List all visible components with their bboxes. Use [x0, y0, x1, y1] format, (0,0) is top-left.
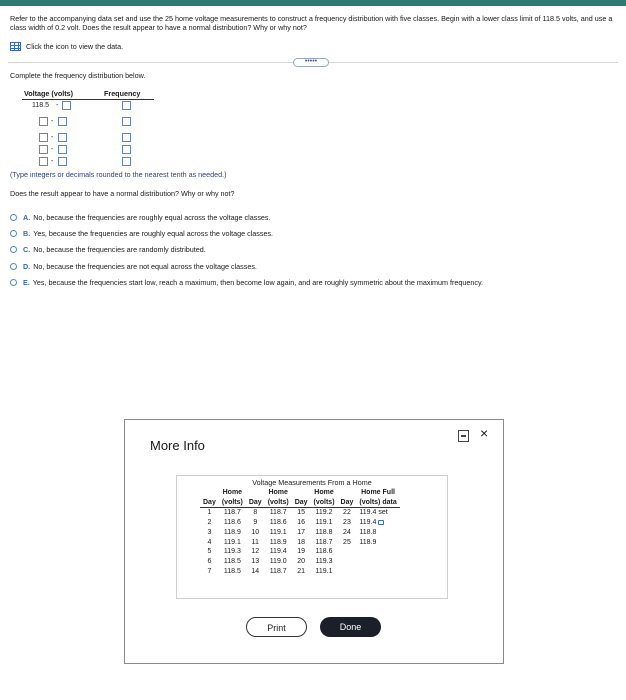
- cell: [338, 547, 357, 557]
- data-table-title: Voltage Measurements From a Home: [252, 478, 372, 487]
- header-cell: (volts): [219, 498, 246, 508]
- header-cell: Home Full: [361, 489, 395, 496]
- data-table-icon[interactable]: [10, 42, 21, 51]
- cell: 5: [207, 548, 212, 556]
- header-cell: Day: [246, 498, 265, 508]
- header-cell: Day: [292, 498, 311, 508]
- header-cell: (volts): [311, 498, 338, 508]
- option-d[interactable]: [10, 262, 257, 271]
- header-cell: Home: [222, 489, 243, 496]
- view-data-link[interactable]: [10, 42, 123, 51]
- option-b-letter: B.: [23, 229, 31, 238]
- cell: 1: [207, 509, 212, 517]
- radio-d[interactable]: [10, 263, 17, 270]
- cell: 119.1: [315, 567, 333, 575]
- cell: 6: [207, 557, 212, 565]
- header-cell: Home: [268, 489, 288, 496]
- cell: 118.9: [223, 528, 241, 536]
- header-cell: (volts) data: [356, 498, 399, 508]
- radio-c[interactable]: [10, 246, 17, 253]
- option-b[interactable]: [10, 229, 273, 238]
- option-d-text: No, because the frequencies are not equal across the voltage classes.: [33, 262, 257, 271]
- cell: 13: [251, 557, 260, 565]
- cell: 118.9: [359, 538, 377, 546]
- range-dash: -: [51, 134, 54, 141]
- lower-limit-input-5[interactable]: [39, 157, 48, 166]
- cell: 118.5: [223, 567, 241, 575]
- range-dash: -: [56, 102, 59, 109]
- cell: 118.8: [359, 528, 377, 536]
- table-row: [200, 528, 400, 538]
- upper-limit-input-1[interactable]: [62, 101, 71, 110]
- cell: 118.7: [269, 509, 287, 517]
- copy-data-icon[interactable]: [378, 520, 384, 525]
- option-a-letter: A.: [23, 213, 31, 222]
- option-b-text: Yes, because the frequencies are roughly equal across the voltage classes.: [33, 229, 274, 238]
- cell: 23: [343, 519, 351, 527]
- header-cell: Day: [200, 498, 219, 508]
- close-icon[interactable]: ×: [480, 425, 489, 441]
- lower-limit-input-3[interactable]: [39, 133, 48, 142]
- table-row: [200, 518, 400, 528]
- cell: 10: [251, 528, 260, 536]
- upper-limit-input-2[interactable]: [58, 117, 67, 126]
- radio-e[interactable]: [10, 279, 17, 286]
- cell: 18: [297, 538, 305, 546]
- cell: 119.4: [269, 548, 287, 556]
- cell: 9: [253, 519, 258, 527]
- cell-value: 119.4: [359, 519, 377, 527]
- print-button[interactable]: Print: [246, 617, 307, 637]
- frequency-column-header: Frequency: [104, 89, 141, 98]
- cell: 20: [297, 557, 305, 565]
- cell: 119.1: [223, 538, 241, 546]
- cell: [356, 508, 399, 518]
- frequency-input-4[interactable]: [122, 145, 131, 154]
- option-d-letter: D.: [23, 262, 31, 271]
- top-accent-bar: [0, 0, 626, 6]
- upper-limit-input-4[interactable]: [58, 145, 67, 154]
- range-dash: -: [51, 158, 54, 165]
- table-row: [200, 567, 400, 577]
- voltage-data-table: [176, 475, 448, 599]
- range-dash: -: [51, 146, 54, 153]
- cell: 118.5: [223, 557, 241, 565]
- cell: [338, 567, 357, 577]
- more-info-dialog: [124, 419, 504, 664]
- cell: 118.7: [223, 509, 241, 517]
- option-a[interactable]: [10, 213, 271, 222]
- cell: 24: [343, 528, 351, 536]
- cell: 19: [297, 548, 305, 556]
- cell: 118.7: [315, 538, 333, 546]
- cell: 118.6: [223, 519, 241, 527]
- cell: 11: [251, 538, 259, 546]
- cell: 12: [251, 548, 260, 556]
- cell: 16: [297, 519, 305, 527]
- cell: 118.8: [315, 528, 333, 536]
- cell: 3: [207, 528, 212, 536]
- cell: 119.3: [315, 557, 333, 565]
- cell: 118.9: [269, 538, 287, 546]
- header-cell: [246, 488, 265, 498]
- cell: 118.6: [315, 548, 333, 556]
- option-c[interactable]: [10, 245, 206, 254]
- cell: 118.7: [269, 567, 287, 575]
- header-cell: [292, 488, 311, 498]
- option-e-text: Yes, because the frequencies start low, reach a maximum, then become low again, and are roughly symmetric about the maximum frequency.: [32, 278, 484, 287]
- normality-question: Does the result appear to have a normal distribution? Why or why not?: [10, 189, 235, 198]
- frequency-input-2[interactable]: [122, 117, 131, 126]
- header-cell: (volts): [265, 498, 292, 508]
- table-row: [200, 538, 400, 548]
- cell: 119.0: [269, 557, 287, 565]
- cell: [356, 557, 399, 567]
- first-lower-limit: 118.5: [32, 102, 49, 109]
- voltage-column-header: Voltage (volts): [24, 89, 73, 98]
- option-c-letter: C.: [23, 245, 31, 254]
- cell: 119.1: [269, 528, 287, 536]
- lower-limit-input-4[interactable]: [39, 145, 48, 154]
- upper-limit-input-5[interactable]: [58, 157, 67, 166]
- header-cell: Day: [338, 498, 357, 508]
- complete-prompt: Complete the frequency distribution below.: [10, 71, 146, 80]
- cell: 119.1: [315, 519, 333, 527]
- voltage-table: [200, 488, 400, 576]
- frequency-input-1[interactable]: [122, 101, 131, 110]
- lower-limit-input-2[interactable]: [39, 117, 48, 126]
- radio-a[interactable]: [10, 214, 17, 221]
- table-header-rule: [22, 99, 154, 100]
- header-cell: Home: [314, 489, 334, 496]
- upper-limit-input-3[interactable]: [58, 133, 67, 142]
- cell: [338, 557, 357, 567]
- table-row: [200, 547, 400, 557]
- table-row: [200, 557, 400, 567]
- cell: 4: [207, 538, 212, 546]
- cell: [356, 567, 399, 577]
- table-row: [200, 508, 400, 518]
- cell: 119.3: [223, 548, 241, 556]
- cell-value: 119.4: [359, 509, 377, 517]
- cell: 17: [297, 528, 305, 536]
- cell: 21: [297, 567, 305, 575]
- cell: 7: [207, 567, 212, 575]
- frequency-input-5[interactable]: [122, 157, 131, 166]
- cell: 25: [343, 538, 351, 546]
- cell: [356, 518, 399, 528]
- dialog-title: More Info: [150, 438, 205, 453]
- cell: 2: [207, 519, 212, 527]
- cell: 22: [343, 509, 351, 517]
- header-cell: [338, 488, 357, 498]
- expand-toggle-button[interactable]: •••••: [293, 58, 329, 67]
- cell: 14: [251, 567, 260, 575]
- cell: 118.6: [269, 519, 287, 527]
- table-header-row-2: [200, 498, 400, 508]
- view-data-label: Click the icon to view the data.: [26, 42, 124, 51]
- cell: [356, 547, 399, 557]
- minimize-icon[interactable]: [458, 430, 469, 442]
- option-c-text: No, because the frequencies are randomly distributed.: [33, 245, 206, 254]
- set-label: set: [378, 509, 388, 517]
- rounding-note: (Type integers or decimals rounded to the nearest tenth as needed.): [10, 170, 227, 179]
- option-a-text: No, because the frequencies are roughly equal across the voltage classes.: [33, 213, 271, 222]
- option-e[interactable]: [10, 278, 483, 287]
- cell: 8: [253, 509, 258, 517]
- radio-b[interactable]: [10, 230, 17, 237]
- done-button[interactable]: Done: [320, 617, 381, 637]
- frequency-input-3[interactable]: [122, 133, 131, 142]
- cell: 119.2: [315, 509, 333, 517]
- cell: 15: [297, 509, 305, 517]
- range-dash: -: [51, 118, 54, 125]
- header-cell: [200, 488, 219, 498]
- table-header-row-1: [200, 488, 400, 498]
- option-e-letter: E.: [23, 278, 30, 287]
- question-text: Refer to the accompanying data set and use the 25 home voltage measurements to construct a frequency distribution with five classes. Begin with a lower class limit of 118.5 volts, and use a class width of 0.2 volt. Does the result appear to have a normal distribution? Why or why not?: [10, 14, 613, 32]
